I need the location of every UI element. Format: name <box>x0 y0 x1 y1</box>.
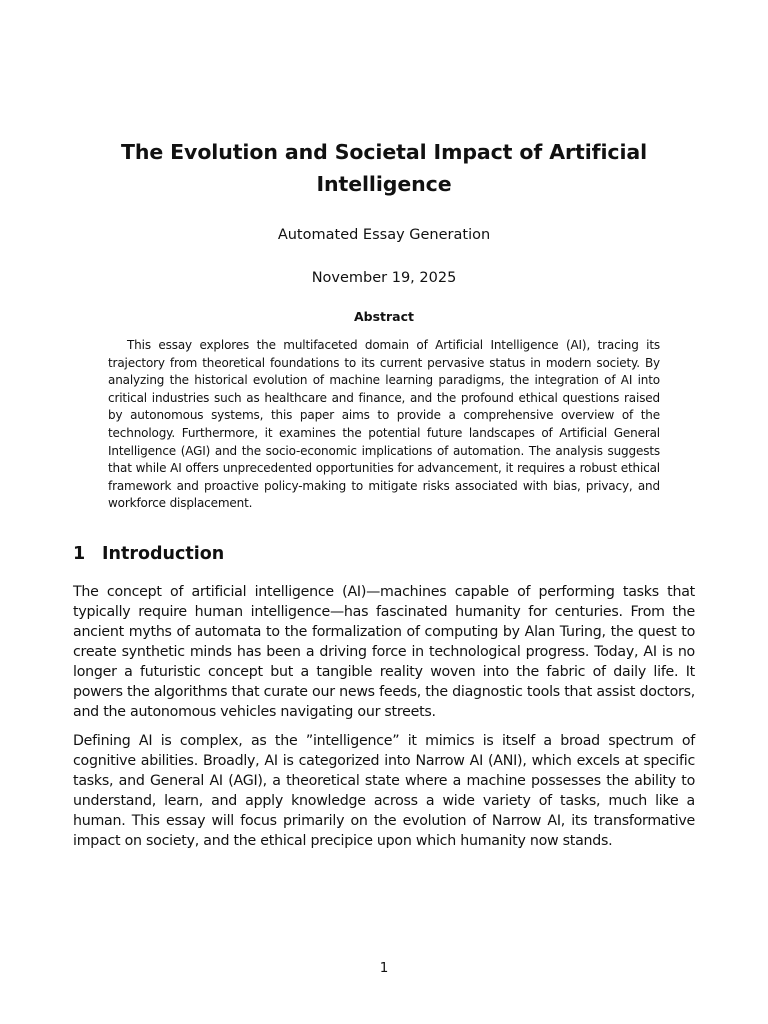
section-title: Introduction <box>102 544 225 564</box>
section-heading-introduction <box>73 542 224 566</box>
page-number: 1 <box>379 960 389 976</box>
paper-title: The Evolution and Societal Impact of Artificial Intelligence <box>120 140 648 196</box>
section-number: 1 <box>73 544 86 564</box>
paper-date: November 19, 2025 <box>311 270 457 286</box>
body-paragraph: The concept of artificial intelligence (AI)—machines capable of performing tasks that typically require human intelligence—has fascinated humanity for centuries. From the ancient myths of automata to the formalization of computing by Alan Turing, the quest to create synthetic minds has been a driving force in technological progress. Today, AI is no longer a futuristic concept but a tangible reality woven into the fabric of daily life. It powers the algorithms that curate our news feeds, the diagnostic tools that assist doctors, and the autonomous vehicles navigating our streets. <box>73 584 695 720</box>
paper-author: Automated Essay Generation <box>277 227 491 243</box>
body-paragraph: Defining AI is complex, as the ”intelligence” it mimics is itself a broad spectrum of cognitive abilities. Broadly, AI is categorized into Narrow AI (ANI), which excels at specific tasks, and General AI (AGI), a theoretical state where a machine possesses the ability to understand, learn, and apply knowledge across a wide variety of tasks, much like a human. This essay will focus primarily on the evolution of Narrow AI, its transformative impact on society, and the ethical precipice upon which humanity now stands. <box>73 733 695 849</box>
abstract-heading: Abstract <box>353 309 415 324</box>
abstract-text: This essay explores the multifaceted domain of Artificial Intelligence (AI), tracing its trajectory from theoretical foundations to its current pervasive status in modern society. By analyzing the historical evolution of machine learning paradigms, the integration of AI into critical industries such as healthcare and finance, and the profound ethical questions raised by autonomous systems, this paper aims to provide a comprehensive overview of the technology. Furthermore, it examines the potential future landscapes of Artificial General Intelligence (AGI) and the socio-economic implications of automation. The analysis suggests that while AI offers unprecedented opportunities for advancement, it requires a robust ethical framework and proactive policy-making to mitigate risks associated with bias, privacy, and workforce displacement. <box>108 338 660 511</box>
